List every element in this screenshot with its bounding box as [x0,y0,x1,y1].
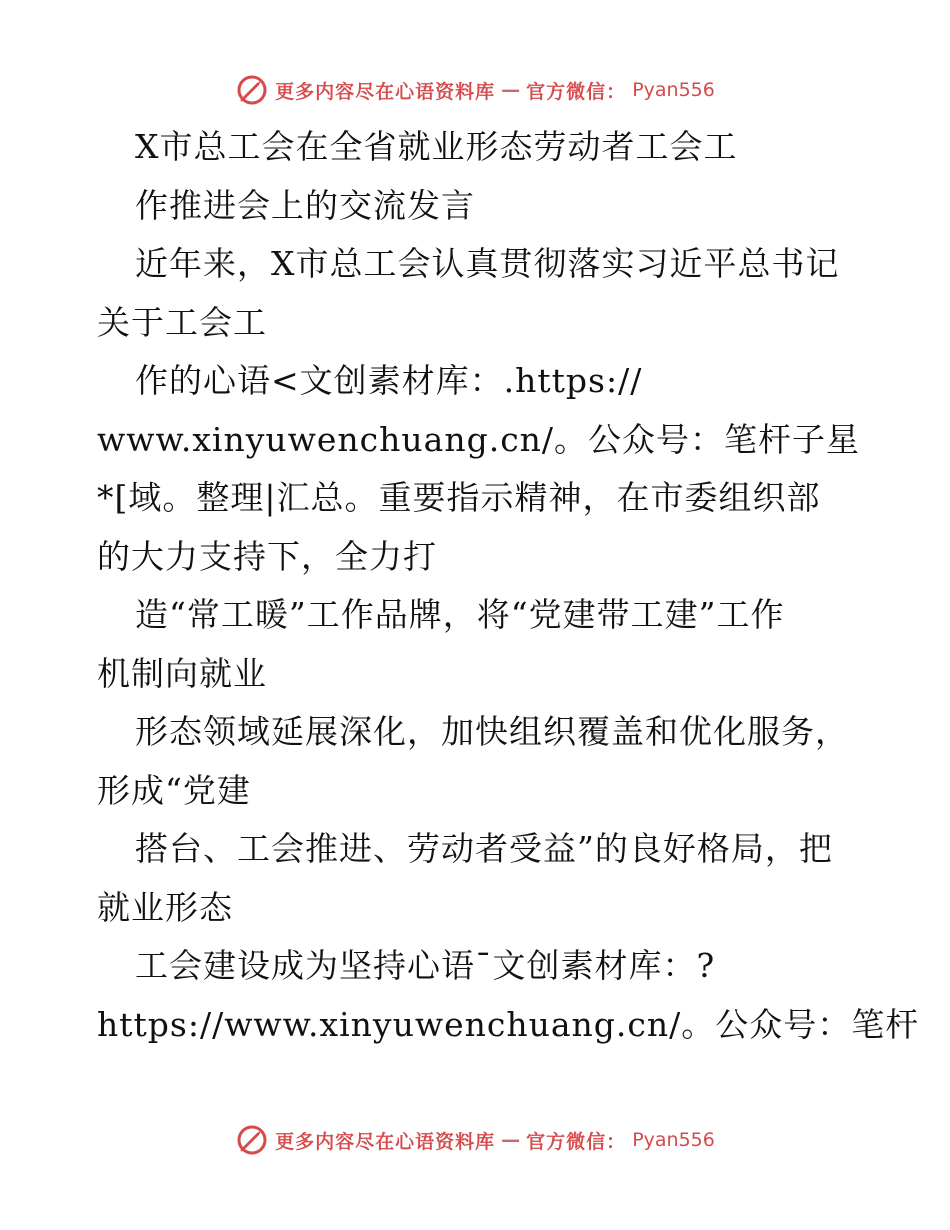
text-line: 作的心语<文创素材库：.https:// [135,361,643,400]
text-line: 关于工会工 [97,302,267,342]
quill-logo-icon [235,1123,269,1157]
quill-logo-icon [235,73,269,107]
watermark-separator: — [501,79,521,101]
text-line: 工会建设成为坚持心语¯文创素材库：? [135,946,716,985]
watermark-separator: — [501,1129,521,1151]
text-line: 搭台、工会推进、劳动者受益”的良好格局，把 [135,829,833,868]
text-line: 就业形态 [97,887,233,927]
text-line: *[域。整理|汇总。重要指示精神，在市委组织部 [97,478,821,517]
watermark-id: Pyan556 [632,1129,715,1151]
footer-watermark [0,1120,950,1160]
text-line: 的大力支持下，全力打 [97,536,437,576]
text-line: 作推进会上的交流发言 [135,185,475,225]
document-body [97,118,920,1054]
text-line: https://www.xinyuwenchuang.cn/。公众号：笔杆 [97,1004,920,1044]
watermark-label: 官方微信： [526,1130,627,1153]
watermark-text: 更多内容尽在心语资料库 [275,1130,496,1153]
text-line: 形态领域延展深化，加快组织覆盖和优化服务， [135,712,849,751]
text-line: www.xinyuwenchuang.cn/。公众号：笔杆子星 [97,419,861,459]
header-watermark [0,70,950,110]
text-line: 近年来，X市总工会认真贯彻落实习近平总书记 [135,244,840,283]
text-line: 机制向就业 [97,653,267,693]
watermark-text: 更多内容尽在心语资料库 [275,80,496,103]
watermark-id: Pyan556 [632,79,715,101]
text-line: X市总工会在全省就业形态劳动者工会工 [135,127,738,166]
text-line: 形成“党建 [97,770,251,810]
watermark-label: 官方微信： [526,80,627,103]
text-line: 造“常工暖”工作品牌，将“党建带工建”工作 [135,595,785,634]
